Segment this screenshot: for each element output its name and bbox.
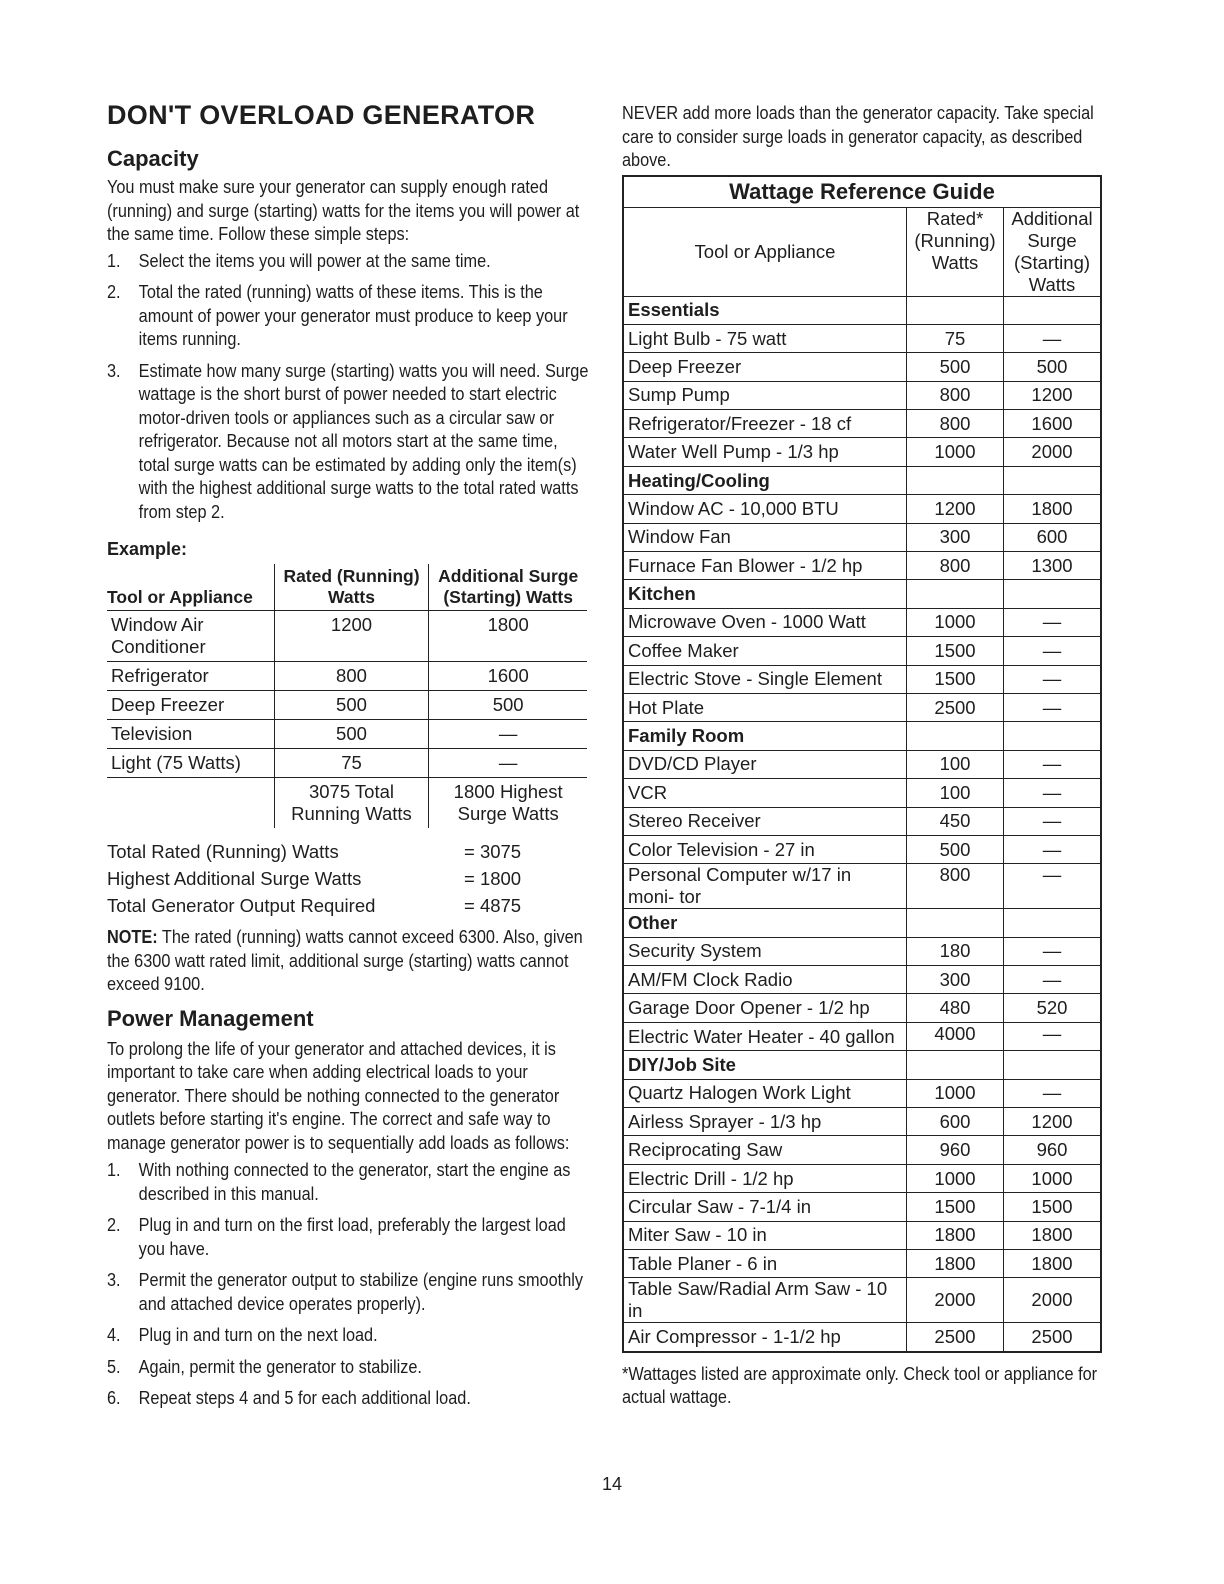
step-number: 1. [107, 1159, 121, 1180]
guide-item-surge: 1200 [1004, 1108, 1102, 1136]
example-cell: 75 [274, 749, 429, 778]
guide-item-name: Window Fan [623, 523, 907, 551]
wattage-reference-guide [622, 175, 1102, 1353]
calc-line [107, 892, 592, 919]
power-step-5 [107, 1355, 592, 1379]
calc-label: Highest Additional Surge Watts [107, 868, 362, 889]
guide-item-rated: 75 [907, 324, 1004, 352]
example-header-surge: Additional Surge (Starting) Watts [429, 564, 587, 611]
guide-item-rated: 4000 [907, 1022, 1004, 1050]
step-text: Repeat steps 4 and 5 for each additional load. [138, 1387, 471, 1408]
guide-item-name: Hot Plate [623, 693, 907, 721]
guide-item-surge: — [1004, 750, 1102, 778]
guide-item-row [623, 693, 1101, 721]
guide-category-row [623, 722, 1101, 750]
guide-item-row [623, 410, 1101, 438]
guide-item-surge: 1000 [1004, 1164, 1102, 1192]
guide-item-row [623, 807, 1101, 835]
example-cell: Window Air Conditioner [107, 611, 274, 662]
capacity-step-2 [107, 280, 592, 351]
guide-item-surge: 2000 [1004, 1278, 1102, 1323]
guide-item-name: Water Well Pump - 1/3 hp [623, 438, 907, 466]
guide-item-row [623, 438, 1101, 466]
right-intro-wrap [622, 101, 1109, 172]
guide-item-name: Quartz Halogen Work Light [623, 1079, 907, 1107]
calc-value: = 1800 [464, 868, 522, 889]
step-number: 3. [107, 1269, 121, 1290]
power-step-2 [107, 1213, 592, 1260]
guide-item-name: Electric Stove - Single Element [623, 665, 907, 693]
guide-category-name: DIY/Job Site [623, 1051, 907, 1079]
guide-item-row [623, 665, 1101, 693]
guide-item-name: Window AC - 10,000 BTU [623, 495, 907, 523]
guide-item-rated: 1800 [907, 1221, 1004, 1249]
example-cell: 500 [274, 720, 429, 749]
calc-value: = 3075 [464, 841, 522, 862]
guide-category-row [623, 580, 1101, 608]
guide-item-name: Electric Water Heater - 40 gallon [623, 1022, 907, 1050]
capacity-steps [107, 249, 592, 524]
step-text: Select the items you will power at the same time. [138, 249, 491, 271]
step-text: Total the rated (running) watts of these items. This is the amount of power your generator must produce to keep your items running. [138, 281, 568, 349]
example-row [107, 749, 587, 778]
guide-footnote: *Wattages listed are approximate only. Check tool or appliance for actual wattage. [622, 1362, 1098, 1408]
example-title: Example: [107, 539, 188, 559]
example-cell: 1200 [274, 611, 429, 662]
guide-category-row [623, 296, 1101, 324]
example-highest-surge: 1800 Highest Surge Watts [429, 778, 587, 829]
guide-item-row [623, 937, 1101, 965]
example-cell: Light (75 Watts) [107, 749, 274, 778]
note-text: The rated (running) watts cannot exceed 6300. Also, given the 6300 watt rated limit, additional surge (starting) watts cannot exceed 9100. [107, 926, 583, 994]
guide-item-surge: — [1004, 1079, 1102, 1107]
guide-item-row [623, 1022, 1101, 1050]
example-note [107, 925, 592, 996]
guide-item-name: Air Compressor - 1-1/2 hp [623, 1323, 907, 1352]
guide-item-rated: 2500 [907, 693, 1004, 721]
example-cell: Television [107, 720, 274, 749]
example-row [107, 720, 587, 749]
guide-item-surge: — [1004, 937, 1102, 965]
guide-item-rated: 800 [907, 552, 1004, 580]
step-text: Plug in and turn on the next load. [138, 1324, 378, 1345]
power-steps [107, 1158, 592, 1410]
example-cell: 1600 [429, 662, 587, 691]
guide-item-surge: 600 [1004, 523, 1102, 551]
guide-item-rated: 450 [907, 807, 1004, 835]
guide-item-name: Miter Saw - 10 in [623, 1221, 907, 1249]
example-cell: Deep Freezer [107, 691, 274, 720]
guide-item-name: DVD/CD Player [623, 750, 907, 778]
step-number: 3. [107, 359, 121, 381]
guide-item-name: Light Bulb - 75 watt [623, 324, 907, 352]
guide-item-rated: 2500 [907, 1323, 1004, 1352]
capacity-intro: You must make sure your generator can supply enough rated (running) and surge (starting) watts for the items you will power at the same time. Follow these simple steps: [107, 176, 580, 244]
guide-item-name: Personal Computer w/17 in moni- tor [623, 864, 907, 909]
guide-item-rated: 500 [907, 353, 1004, 381]
guide-item-name: Electric Drill - 1/2 hp [623, 1164, 907, 1192]
step-number: 2. [107, 1214, 121, 1235]
guide-item-surge: — [1004, 693, 1102, 721]
example-table [107, 564, 587, 828]
guide-item-row [623, 608, 1101, 636]
calc-line [107, 838, 592, 865]
calc-value: = 4875 [464, 895, 522, 916]
guide-item-row [623, 1193, 1101, 1221]
guide-item-name: Sump Pump [623, 381, 907, 409]
power-step-6 [107, 1386, 592, 1410]
example-header-rated: Rated (Running) Watts [274, 564, 429, 611]
guide-category-blank [1004, 909, 1102, 937]
guide-item-name: Airless Sprayer - 1/3 hp [623, 1108, 907, 1136]
step-text: Estimate how many surge (starting) watts you will need. Surge wattage is the short burst of power needed to start electric motor-driven tools or appliances such as a circular saw or refrigerator. Because not all motors start at the same time, total surge watts can be estimated by adding only the item(s) with the highest additional surge watts to the total rated watts from step 2. [138, 359, 589, 522]
guide-item-rated: 800 [907, 410, 1004, 438]
step-number: 1. [107, 249, 121, 271]
example-cell: 500 [274, 691, 429, 720]
guide-item-name: Refrigerator/Freezer - 18 cf [623, 410, 907, 438]
guide-footnote-wrap [622, 1362, 1109, 1409]
guide-category-name: Other [623, 909, 907, 937]
calc-label: Total Generator Output Required [107, 895, 376, 916]
guide-item-row [623, 1136, 1101, 1164]
guide-item-name: Color Television - 27 in [623, 835, 907, 863]
guide-item-row [623, 353, 1101, 381]
step-number: 6. [107, 1387, 121, 1408]
guide-category-row [623, 909, 1101, 937]
step-text: Again, permit the generator to stabilize. [138, 1355, 422, 1377]
example-total-blank [107, 778, 274, 829]
guide-item-rated: 180 [907, 937, 1004, 965]
guide-item-row [623, 1323, 1101, 1352]
guide-item-row [623, 1278, 1101, 1323]
guide-item-surge: 1800 [1004, 1250, 1102, 1278]
example-cell: 500 [429, 691, 587, 720]
example-total-running: 3075 Total Running Watts [274, 778, 429, 829]
guide-item-rated: 2000 [907, 1278, 1004, 1323]
guide-item-surge: 1800 [1004, 495, 1102, 523]
guide-item-surge: 1200 [1004, 381, 1102, 409]
step-text: Permit the generator output to stabilize (engine runs smoothly and attached device operates properly). [138, 1269, 584, 1314]
step-number: 4. [107, 1324, 121, 1345]
guide-item-row [623, 1079, 1101, 1107]
guide-item-surge: 1800 [1004, 1221, 1102, 1249]
guide-item-rated: 1800 [907, 1250, 1004, 1278]
guide-category-row [623, 1051, 1101, 1079]
guide-item-name: VCR [623, 779, 907, 807]
guide-item-name: Microwave Oven - 1000 Watt [623, 608, 907, 636]
guide-item-surge: 2500 [1004, 1323, 1102, 1352]
guide-category-blank [1004, 722, 1102, 750]
power-step-1 [107, 1158, 592, 1205]
guide-item-name: Garage Door Opener - 1/2 hp [623, 994, 907, 1022]
guide-item-row [623, 1164, 1101, 1192]
guide-item-row [623, 381, 1101, 409]
guide-item-row [623, 994, 1101, 1022]
guide-item-surge: — [1004, 966, 1102, 994]
guide-item-surge: — [1004, 835, 1102, 863]
guide-item-rated: 1000 [907, 1079, 1004, 1107]
step-number: 5. [107, 1355, 121, 1377]
guide-category-name: Family Room [623, 722, 907, 750]
example-row [107, 662, 587, 691]
guide-category-name: Heating/Cooling [623, 466, 907, 494]
guide-category-blank [1004, 466, 1102, 494]
page-number: 14 [601, 1474, 623, 1494]
capacity-step-1 [107, 249, 592, 273]
guide-category-row [623, 466, 1101, 494]
guide-item-surge: — [1004, 665, 1102, 693]
guide-item-name: Furnace Fan Blower - 1/2 hp [623, 552, 907, 580]
guide-item-rated: 1000 [907, 608, 1004, 636]
guide-item-rated: 300 [907, 966, 1004, 994]
guide-category-blank [1004, 580, 1102, 608]
guide-item-surge: 960 [1004, 1136, 1102, 1164]
example-cell: Refrigerator [107, 662, 274, 691]
guide-item-rated: 300 [907, 523, 1004, 551]
right-column [622, 101, 1109, 1409]
guide-item-rated: 500 [907, 835, 1004, 863]
guide-item-surge: — [1004, 807, 1102, 835]
power-management-section [107, 1037, 592, 1410]
guide-item-name: Reciprocating Saw [623, 1136, 907, 1164]
step-text: With nothing connected to the generator, start the engine as described in this manual. [138, 1159, 571, 1204]
guide-item-rated: 100 [907, 750, 1004, 778]
guide-item-rated: 800 [907, 864, 1004, 909]
guide-item-surge: — [1004, 864, 1102, 909]
power-step-3 [107, 1268, 592, 1315]
guide-item-row [623, 864, 1101, 909]
guide-item-row [623, 1108, 1101, 1136]
guide-item-row [623, 495, 1101, 523]
calculation-summary [107, 838, 592, 919]
example-totals-row [107, 778, 587, 829]
guide-item-surge: 1500 [1004, 1193, 1102, 1221]
guide-item-name: Circular Saw - 7-1/4 in [623, 1193, 907, 1221]
guide-item-row [623, 523, 1101, 551]
guide-category-name: Kitchen [623, 580, 907, 608]
guide-item-rated: 1000 [907, 1164, 1004, 1192]
guide-category-blank [907, 580, 1004, 608]
capacity-step-3 [107, 359, 592, 524]
example-cell: 800 [274, 662, 429, 691]
guide-header-rated: Rated* (Running) Watts [907, 207, 1004, 296]
guide-item-row [623, 324, 1101, 352]
guide-category-blank [907, 1051, 1004, 1079]
guide-item-row [623, 637, 1101, 665]
calc-label: Total Rated (Running) Watts [107, 841, 339, 862]
guide-item-surge: 2000 [1004, 438, 1102, 466]
guide-item-surge: 500 [1004, 353, 1102, 381]
power-management-title: Power Management [107, 1005, 314, 1031]
guide-category-name: Essentials [623, 296, 907, 324]
guide-item-row [623, 779, 1101, 807]
guide-header-tool: Tool or Appliance [623, 207, 907, 296]
step-number: 2. [107, 281, 121, 302]
guide-item-surge: 520 [1004, 994, 1102, 1022]
guide-item-name: Table Planer - 6 in [623, 1250, 907, 1278]
guide-item-row [623, 552, 1101, 580]
guide-item-surge: — [1004, 637, 1102, 665]
guide-header-surge: Additional Surge (Starting) Watts [1004, 207, 1102, 296]
guide-item-surge: — [1004, 779, 1102, 807]
example-row [107, 691, 587, 720]
guide-item-rated: 1000 [907, 438, 1004, 466]
guide-item-rated: 1500 [907, 1193, 1004, 1221]
guide-item-name: Security System [623, 937, 907, 965]
guide-item-rated: 1500 [907, 665, 1004, 693]
example-row [107, 611, 587, 662]
guide-item-rated: 960 [907, 1136, 1004, 1164]
guide-item-name: Deep Freezer [623, 353, 907, 381]
left-column [107, 100, 592, 1410]
guide-item-surge: — [1004, 608, 1102, 636]
example-cell: — [429, 749, 587, 778]
guide-item-rated: 480 [907, 994, 1004, 1022]
guide-item-row [623, 1221, 1101, 1249]
guide-item-name: Coffee Maker [623, 637, 907, 665]
guide-category-blank [907, 296, 1004, 324]
power-intro: To prolong the life of your generator and attached devices, it is important to take care when adding electrical loads to your generator. There should be nothing connected to the generator outlets before starting it's engine. The correct and safe way to manage generator power is to sequentially add loads as follows: [107, 1037, 570, 1153]
example-cell: 1800 [429, 611, 587, 662]
page-heading: DON'T OVERLOAD GENERATOR [107, 100, 536, 130]
guide-item-name: Table Saw/Radial Arm Saw - 10 in [623, 1278, 907, 1323]
guide-item-row [623, 966, 1101, 994]
guide-item-name: AM/FM Clock Radio [623, 966, 907, 994]
guide-item-rated: 1200 [907, 495, 1004, 523]
guide-category-blank [907, 909, 1004, 937]
guide-item-rated: 100 [907, 779, 1004, 807]
guide-item-surge: — [1004, 1022, 1102, 1050]
guide-item-row [623, 750, 1101, 778]
step-text: Plug in and turn on the first load, preferably the largest load you have. [138, 1214, 566, 1259]
example-cell: — [429, 720, 587, 749]
guide-item-rated: 800 [907, 381, 1004, 409]
capacity-section [107, 175, 592, 523]
guide-item-name: Stereo Receiver [623, 807, 907, 835]
guide-item-surge: 1300 [1004, 552, 1102, 580]
example-header-tool: Tool or Appliance [107, 564, 274, 611]
right-intro: NEVER add more loads than the generator capacity. Take special care to consider surge loads in generator capacity, as described above. [622, 102, 1094, 170]
guide-category-blank [1004, 1051, 1102, 1079]
guide-item-row [623, 1250, 1101, 1278]
guide-item-rated: 1500 [907, 637, 1004, 665]
guide-category-blank [1004, 296, 1102, 324]
calc-line [107, 865, 592, 892]
guide-item-surge: — [1004, 324, 1102, 352]
guide-item-row [623, 835, 1101, 863]
note-label: NOTE: [107, 926, 158, 947]
guide-category-blank [907, 722, 1004, 750]
guide-title: Wattage Reference Guide [623, 176, 1101, 208]
capacity-title: Capacity [107, 146, 199, 171]
guide-category-blank [907, 466, 1004, 494]
guide-item-rated: 600 [907, 1108, 1004, 1136]
guide-item-surge: 1600 [1004, 410, 1102, 438]
power-step-4 [107, 1323, 592, 1347]
